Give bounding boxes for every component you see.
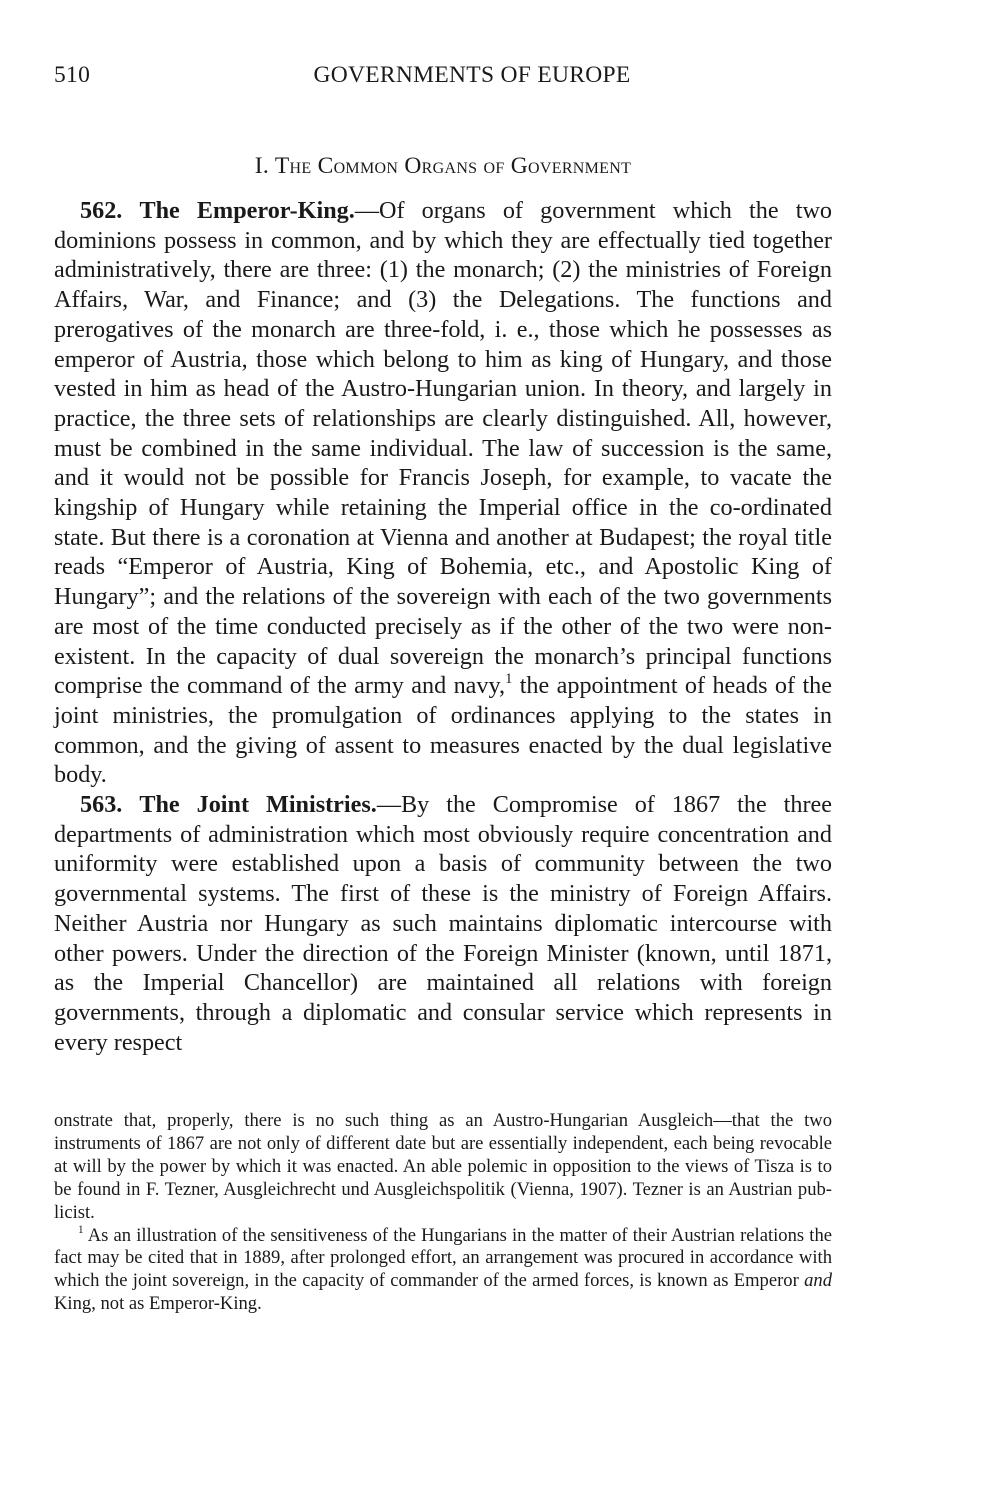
paragraph-title: The Emperor-King. [139,197,355,224]
running-head [54,62,840,98]
footnote-italic-word: and [804,1270,832,1292]
footnote-text: As an illustration of the sensitiveness of the Hungarians in the matter of their Austrian relations the fact may be cited that in 1889, after prolonged effort, an arrangement was procured in accordance with which the joint sovereign, in the capacity of commander of the armed forces, is known as Emperor [54,1224,832,1292]
title-dash: — [376,791,402,819]
paragraph-562 [54,196,832,790]
title-dash: — [354,197,379,224]
paragraph-text: By the Compromise of 1867 the three departments of administration which most obviously require concentration and uniformity were established upon a basis of community between the two governmental systems. The first of these is the ministry of Foreign Affairs. Neither Austria nor Hungary as such maintains diplomatic intercourse with other powers. Under the direction of the Foreign Minister (known, until 1871, as the Imperial Chancellor) are maintained all relations with foreign governments, through a diplomatic and consular service which represents in every respect [54,791,833,1056]
paragraph-563 [54,790,832,1057]
body-text [54,196,832,1057]
footnote-1 [54,1225,832,1317]
paragraph-title: The Joint Ministries. [139,791,377,819]
page-number: 510 [54,62,91,88]
paragraph-text: Of organs of government which the two dominions possess in common, and by which they are effectually tied together administratively, there are three: (1) the monarch; (2) the ministries of Foreign Affairs, War, and Finance; and (3) the Delegations. The functions and prerogatives of the monarch are three-fold, i. e., those which he possesses as emperor of Austria, those which belong to him as king of Hungary, and those vested in him as head of the Austro-Hungarian union. In theory, and largely in practice, the three sets of relationships are clearly distinguished. All, however, must be combined in the same individual. The law of succession is the same, and it would not be possible for Francis Joseph, for example, to vacate the kingship of Hungary while retaining the Imperial office in the co-ordinated state. But there is a coronation at Vienna and another at Budapest; the royal title reads “Emperor of Austria, King of Bohemia, etc., and Apostolic King of Hungary”; and the relations of the sovereign with each of the two governments are most of the time conducted precisely as if the other of the two were non-existent. In the capacity of dual sovereign the monarch’s principal functions comprise the command of the army and navy, [54,197,833,700]
footnote-marker: 1 [78,1223,84,1236]
footnote-text: King, not as Emperor-King. [54,1293,262,1315]
paragraph-number: 562. [80,197,123,224]
footnote-continuation: onstrate that, properly, there is no such thing as an Austro-Hungarian Ausgleich—that the two instruments of 1867 are not only of different date but are essentially independent, each being revocable at will by the power by which it was enacted. An able polemic in opposition to the views of Tisza is to be found in F. Tezner, Ausgleichrecht und Ausgleichspolitik (Vienna, 1907). Tezner is an Austrian publicist. [54,1110,832,1223]
paragraph-text: the appointment of heads of the joint ministries, the promulgation of ordinances applying to the states in common, and the giving of assent to measures enacted by the dual legislative body. [54,672,832,789]
footnote-reference: 1 [505,671,513,688]
footnotes [54,1110,832,1316]
section-heading: I. The Common Organs of Government [254,153,632,179]
paragraph-number: 563. [80,791,123,819]
running-title: GOVERNMENTS OF EUROPE [313,62,631,88]
